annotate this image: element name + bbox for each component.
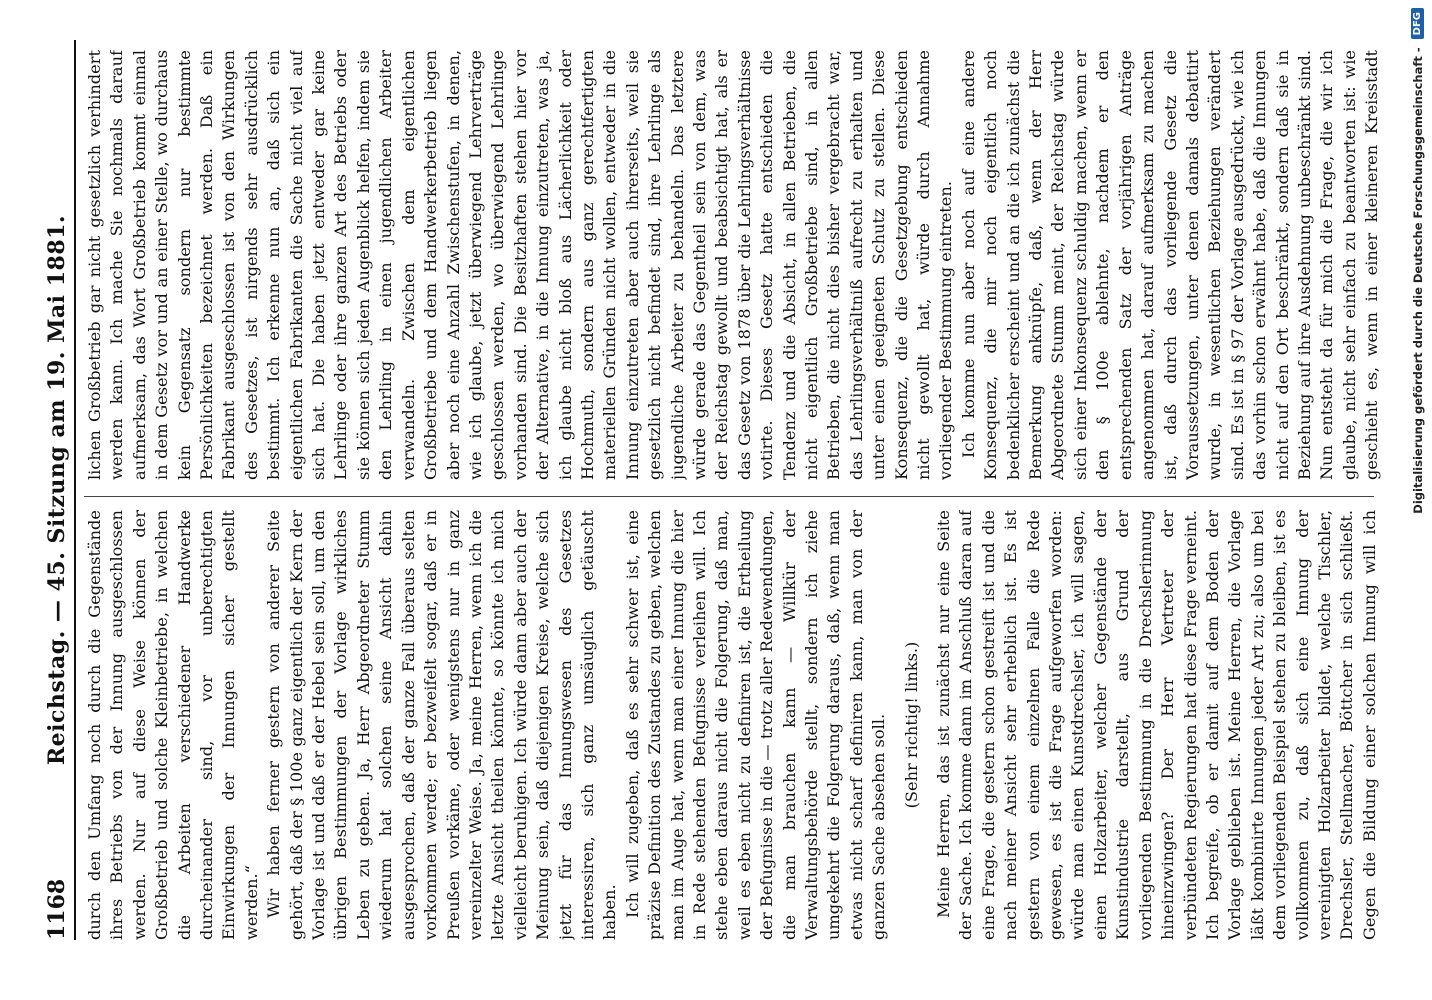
paragraph: Meine Herren, das ist zunächst nur eine Seite der Sache. Ich komme dann im Anschluß daran auf eine Frage, die gestern schon gestreift ist und die nach meiner Ansicht sehr erheblich ist. Es ist gestern von einem einzelnen Falle die Rede gewesen, es ist die Frage aufgeworfen worden: würde man einen Kunstdrechsler, ich will sagen, einen Holzarbeiter, welcher Gegenstände der Kunstindustrie darstellt, aus Grund der vorliegenden Bestimmung in die Drechslerinnung hineinzwingen? Der Herr Vertreter der verbündeten Regierungen hat diese Frage verneint. Ich begreife, ob er damit auf dem Boden der Vorlage geblieben ist. Meine Herren, die Vorlage läßt kombinirte Innungen jeder Art zu; also um bei dem vorliegenden Beispiel stehen zu bleiben, ist es vollkommen zu, daß sich eine Innung der vereinigten Holzarbeiter bildet, welche Tischler, Drechsler, Stellmacher, Böttcher in sich schließt. Gegen die Bildung einer solchen Innung will ich [934,510,1379,940]
column-divider [84,496,1374,497]
credit-text: Digitalisierung gefördert durch die Deutsche Forschungsgemeinschaft - [1410,47,1425,514]
page-title: Reichstag. — 45. Sitzung am 19. Mai 1881. [44,214,70,766]
paragraph: (Sehr richtig! links.) [901,641,921,809]
page-number: 1168 [44,878,70,940]
paragraph: Ich will zugeben, daß es sehr schwer ist, eine präzise Definition des Zustandes zu geben, welchen man im Auge hat, wenn man einer Innung die hier in Rede stehenden Befugnisse verleihen will. Ich stehe eben daraus nicht die Folgerung, daß man, weil es eben nicht zu definiren ist, die Ertheilung der Befugnisse in die — trotz aller Redewendungen, die man brauchen kann — Willkür der Verwaltungsbehörde stellt, sondern ich ziehe umgekehrt die Folgerung daraus, daß, wenn man etwas nicht scharf definiren kann, man von der ganzen Sache absehen soll. [622,510,889,940]
paragraph: lichen Großbetrieb gar nicht gesetzlich verhindert werden kann. Ich mache Sie nochmals darauf aufmerksam, das Wort Großbetrieb kommt einmal in dem Gesetz vor und an einer Stelle, wo durchaus kein Gegensatz sondern nur bestimmte Persönlichkeiten bezeichnet werden. Daß ein Fabrikant ausgeschlossen ist von den Wirkungen des Gesetzes, ist nirgends sehr ausdrücklich bestimmt. Ich erkenne nun an, daß sich ein eigentlichen Fabrikanten die Sache nicht viel auf sich hat. Die haben jetzt entweder gar keine Lehrlinge oder ihre ganzen Art des Betriebs oder sie können sich jeden Augenblick helfen, indem sie den Lehrling in einen jugendlichen Arbeiter verwandeln. Zwischen dem eigentlichen Großbetriebe und dem Handwerkerbetrieb liegen aber noch eine Anzahl Zwischenstufen, in denen, wie ich glaube, jetzt überwiegend Lehrverträge geschlossen werden, wo überwiegend Lehrlinge vorhanden sind. Die Besitzhaften stehen hier vor der Alternative, in die Innung einzutreten, was ja, ich glaube nicht bloß aus Lächerlichkeit oder Hochmuth, sondern aus ganz gerechtfertigten materiellen Gründen nicht wollen, entweder in die Innung einzutreten aber auch ihrerseits, weil sie gesetzlich nicht befindet sind, ihre Lehrlinge als jugendliche Arbeiter zu behandeln. Das letztere würde gerade das Gegentheil sein von dem, was der Reichstag gewollt und beabsichtigt hat, als er das Gesetz von 1878 über die Lehrlingsverhältnisse votirte. Dieses Gesetz hatte entschieden die Tendenz und die Absicht, in allen Betrieben, die nicht eigentlich Großbetriebe sind, in allen Betrieben, die nicht dies bisher vergebracht war, das Lehrlingsverhältniß aufrecht zu erhalten und unter einen geeigneten Schutz zu stellen. Diese Konsequenz, die die Gesetzgebung entschieden nicht gewollt hat, würde durch Annahme vorliegender Bestimmung eintreten. [85,50,956,480]
digitization-credit [1403,0,1432,1000]
right-text-column [84,50,1384,480]
paragraph: Ich komme nun aber noch auf eine andere Konsequenz, die mir noch eigentlich noch bedenklicher erscheint und an die ich zunächst die Bemerkung anknüpfe, daß, wenn der Herr Abgeordnete Stumm meint, der Reichstag würde sich einer Inkonsequenz schuldig machen, wenn er den § 100e ablehnte, nachdem er den entsprechenden Satz der vorjährigen Anträge angenommen hat, darauf aufmerksam zu machen ist, daß durch das vorliegende Gesetz die Voraussetzungen, unter denen damals debattirt wurde, in wesentlichen Beziehungen verändert sind. Es ist in § 97 der Vorlage ausgedrückt, wie ich das vorhin schon erwähnt habe, daß die Innungen nicht auf den Ort beschränkt, sondern daß sie in Beziehung auf ihre Ausdehnung unbeschränkt sind. Nun entsteht da für mich die Frage, die wir ich glaube, nicht sehr einfach zu beantworten ist: wie geschieht es, wenn in einer kleineren Kreisstadt [958,50,1382,480]
paragraph: durch den Umfang noch durch die Gegenstände ihres Betriebs von der Innung ausgeschlossen werden. Nur auf diese Weise können der Großbetrieb und solche Kleinbetriebe, in welchen die Arbeiten verschiedener Handwerke durcheinander sind, vor unberechtigten Einwirkungen der Innungen sicher gestellt werden.“ [85,510,261,940]
dfg-logo: DFG [1411,8,1424,39]
page-header [40,40,76,940]
left-text-column [84,510,1384,940]
paragraph: Wir haben ferner gestern von anderer Seite gehört, daß der § 100e ganz eigentlich der Kern der Vorlage ist und daß er der Hebel sein soll, um den übrigen Bestimmungen der Vorlage wirkliches Leben zu geben. Ja, Herr Abgeordneter Stumm wiederum hat solchen seine Ansicht dahin ausgesprochen, daß der ganze Fall überaus selten vorkommen werde; er bezweifelt sogar, daß er in Preußen vorkäme, oder wenigstens nur in ganz vereinzelter Weise. Ja, meine Herren, wenn ich die letzte Ansicht theilen könnte, so könnte ich mich vielleicht beruhigen. Ich würde dann aber auch der Meinung sein, daß diejenigen Kreise, welche sich jetzt für das Innungswesen des Gesetzes interessiren, sich ganz umsäuglich getäuscht haben. [264,510,620,940]
